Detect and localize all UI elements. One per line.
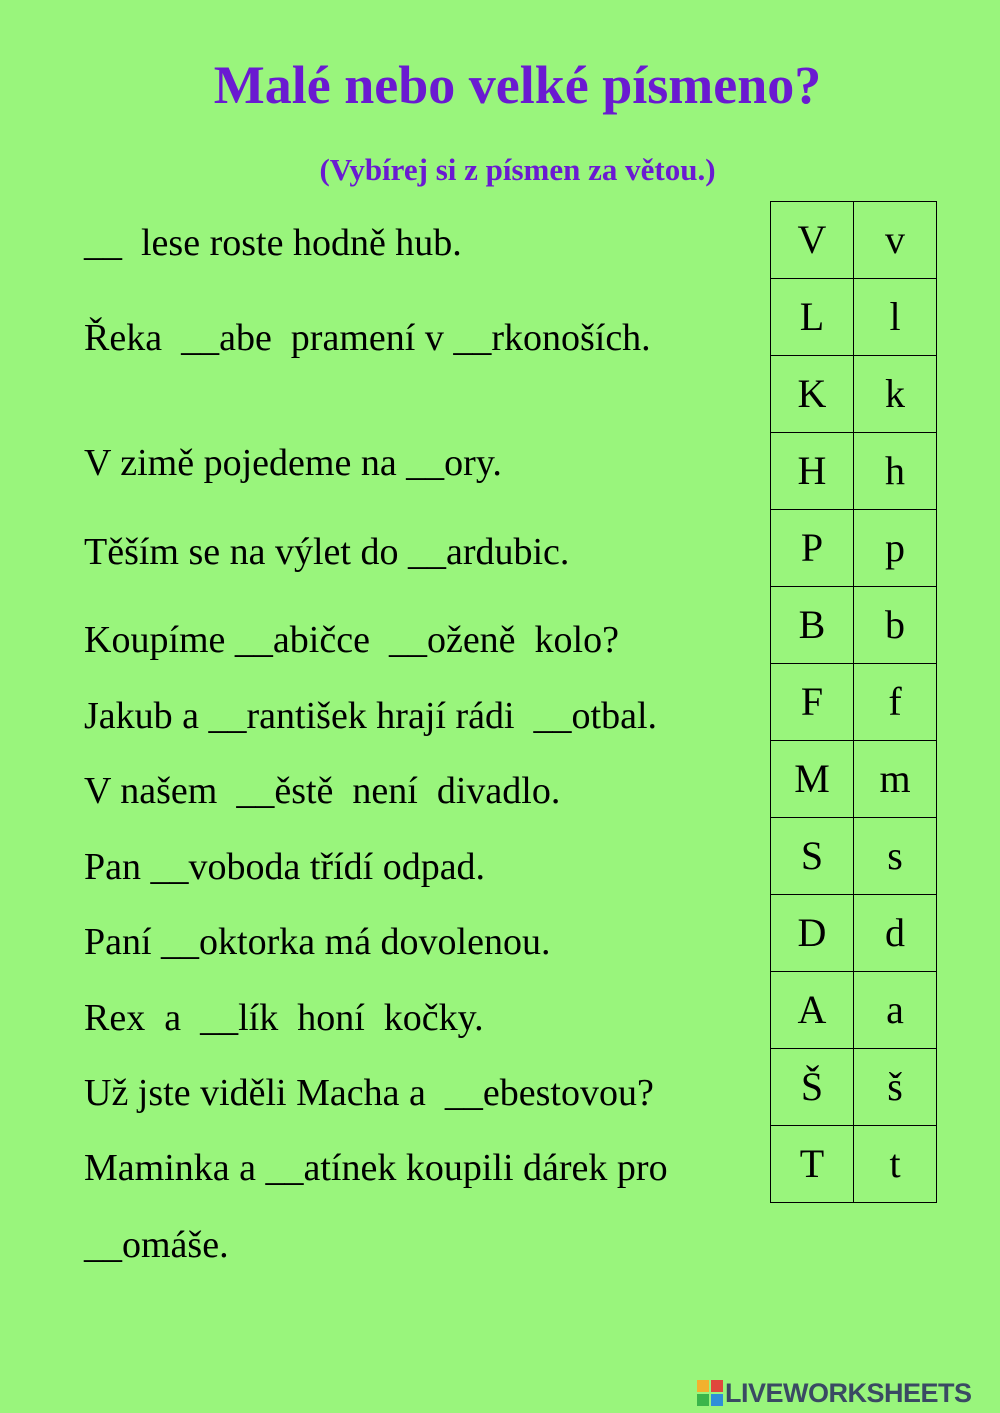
lowercase-letter[interactable]: l [854, 279, 937, 356]
lowercase-letter[interactable]: a [854, 972, 937, 1049]
page-title: Malé nebo velké písmeno? [213, 55, 822, 115]
page-subtitle: (Vybírej si z písmen za větou.) [319, 152, 716, 187]
sentence-11: Už jste viděli Macha a __ebestovou? [84, 1072, 654, 1114]
uppercase-letter[interactable]: B [771, 587, 854, 664]
letter-row [771, 972, 937, 1049]
letter-row [771, 664, 937, 741]
letter-row [771, 587, 937, 664]
lowercase-letter[interactable]: t [854, 1126, 937, 1203]
lowercase-letter[interactable]: p [854, 510, 937, 587]
sentence-5: Koupíme __abičce __oženě kolo? [84, 619, 619, 661]
uppercase-letter[interactable]: D [771, 895, 854, 972]
letter-row [771, 356, 937, 433]
letter-row [771, 202, 937, 279]
uppercase-letter[interactable]: F [771, 664, 854, 741]
sentence-3: V zimě pojedeme na __ory. [84, 442, 502, 484]
letter-row [771, 1126, 937, 1203]
letter-row [771, 818, 937, 895]
uppercase-letter[interactable]: T [771, 1126, 854, 1203]
sentence-2: Řeka __abe pramení v __rkonoších. [84, 317, 651, 359]
letter-table [770, 201, 937, 1203]
uppercase-letter[interactable]: V [771, 202, 854, 279]
sentence-10: Rex a __lík honí kočky. [84, 997, 484, 1039]
sentence-9: Paní __oktorka má dovolenou. [84, 921, 551, 963]
sentence-6: Jakub a __rantišek hrají rádi __otbal. [84, 695, 658, 737]
lowercase-letter[interactable]: v [854, 202, 937, 279]
liveworksheets-logo-icon [697, 1380, 723, 1406]
liveworksheets-watermark [697, 1377, 972, 1409]
lowercase-letter[interactable]: f [854, 664, 937, 741]
lowercase-letter[interactable]: s [854, 818, 937, 895]
uppercase-letter[interactable]: S [771, 818, 854, 895]
lowercase-letter[interactable]: m [854, 741, 937, 818]
brand-name: LIVEWORKSHEETS [725, 1377, 972, 1408]
letter-row [771, 1049, 937, 1126]
letter-row [771, 510, 937, 587]
letter-row [771, 895, 937, 972]
sentence-4: Těším se na výlet do __ardubic. [84, 531, 570, 573]
letter-row [771, 741, 937, 818]
uppercase-letter[interactable]: Š [771, 1049, 854, 1126]
letter-row [771, 433, 937, 510]
lowercase-letter[interactable]: k [854, 356, 937, 433]
uppercase-letter[interactable]: M [771, 741, 854, 818]
lowercase-letter[interactable]: d [854, 895, 937, 972]
sentence-1: __ lese roste hodně hub. [84, 222, 462, 264]
lowercase-letter[interactable]: h [854, 433, 937, 510]
lowercase-letter[interactable]: b [854, 587, 937, 664]
uppercase-letter[interactable]: H [771, 433, 854, 510]
sentence-13: __omáše. [84, 1224, 229, 1266]
sentence-7: V našem __ěstě není divadlo. [84, 770, 561, 812]
uppercase-letter[interactable]: L [771, 279, 854, 356]
uppercase-letter[interactable]: K [771, 356, 854, 433]
uppercase-letter[interactable]: A [771, 972, 854, 1049]
sentence-12: Maminka a __atínek koupili dárek pro [84, 1147, 668, 1189]
letter-row [771, 279, 937, 356]
lowercase-letter[interactable]: š [854, 1049, 937, 1126]
sentence-8: Pan __voboda třídí odpad. [84, 846, 486, 888]
uppercase-letter[interactable]: P [771, 510, 854, 587]
